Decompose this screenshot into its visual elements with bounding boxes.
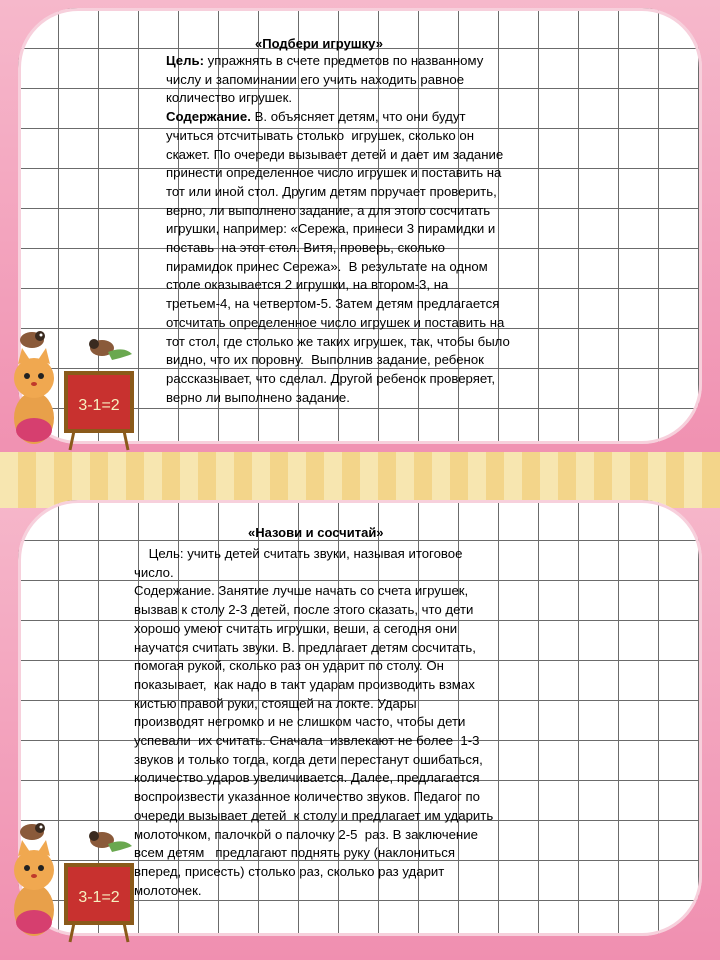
text-content: кистью правой руки, стоящей на локте. Удары xyxy=(134,695,417,711)
text-content: третьем-4, на четвертом-5. Затем детям предлагается xyxy=(166,296,500,312)
text-line xyxy=(166,370,554,389)
text-line xyxy=(134,639,524,658)
bird-icon xyxy=(20,823,45,840)
text-line xyxy=(166,146,554,165)
text-line xyxy=(134,807,524,826)
text-line xyxy=(166,314,554,333)
text-line xyxy=(134,863,524,882)
text-line xyxy=(134,788,524,807)
text-content: верно ли выполнено задание. xyxy=(166,389,350,405)
text-content: показывает, как надо в такт ударам производить взмах xyxy=(134,676,475,692)
text-line xyxy=(134,601,524,620)
text-content: молоточек. xyxy=(134,882,202,898)
text-content: числу и запоминании его учить находить равное xyxy=(166,71,465,87)
board-text: 3-1=2 xyxy=(78,397,120,414)
text-line xyxy=(134,826,524,845)
text-line xyxy=(166,220,554,239)
text-lead: Содержание. xyxy=(166,109,251,125)
text-line xyxy=(166,295,554,314)
text-line xyxy=(134,769,524,788)
text-line xyxy=(134,657,524,676)
text-content: упражнять в счете предметов по названному xyxy=(204,53,484,68)
text-content: учиться отсчитывать столько игрушек, сколько он xyxy=(166,127,475,143)
text-content: скажет. По очереди вызывает детей и дает им задание xyxy=(166,146,504,162)
board-text: 3-1=2 xyxy=(78,889,120,906)
text-content: рассказывает, что сделал. Другой ребенок проверяет, xyxy=(166,370,495,386)
text-content: молоточком, палочкой о палочку 2-5 раз. В заключение xyxy=(134,826,478,842)
text-content: вызвав к столу 2-3 детей, после этого сказать, что дети xyxy=(134,602,474,618)
text-line xyxy=(166,127,554,146)
text-line xyxy=(166,258,554,277)
text-content: столе оказывается 2 игрушки, на втором-3, на xyxy=(166,277,449,293)
text-line xyxy=(166,333,554,352)
text-line xyxy=(166,276,554,295)
text-content: научатся считать звуки. В. предлагает детям сосчитать, xyxy=(134,639,476,655)
slide-2 xyxy=(0,480,720,960)
text-content: игрушки, например: «Сережа, принеси 3 пирамидки и xyxy=(166,221,496,237)
text-content: поставь на этот стол. Витя, проверь, сколько xyxy=(166,240,445,256)
text-line xyxy=(134,545,524,564)
text-content: тот или иной стол. Другим детям поручает проверить, xyxy=(166,183,497,199)
text-content: помогая рукой, сколько раз он ударит по столу. Он xyxy=(134,658,444,674)
text-content: количество ударов увеличивается. Далее, предлагается xyxy=(134,770,480,786)
text-line xyxy=(134,564,524,583)
cat-illustration xyxy=(4,318,144,458)
text-content: хорошо умеют считать игрушки, веши, а сегодня они xyxy=(134,620,458,636)
text-content: тот стол, где столько же таких игрушек, так, чтобы было xyxy=(166,333,510,349)
text-content: В. объясняет детям, что они будут xyxy=(250,109,466,125)
text-content: очереди вызывает детей к столу и предлагает им ударить xyxy=(134,807,494,823)
text-line xyxy=(134,620,524,639)
text-line xyxy=(166,108,554,127)
text-content: число. xyxy=(134,564,174,580)
text-line xyxy=(166,183,554,202)
game-description xyxy=(134,545,524,900)
text-line xyxy=(166,239,554,258)
cat-illustration xyxy=(4,810,144,950)
text-line xyxy=(166,351,554,370)
game-title: «Назови и сосчитай» xyxy=(248,525,384,540)
text-content: всем детям предлагают поднять руку (наклониться xyxy=(134,845,455,861)
bird-icon xyxy=(20,331,45,348)
text-content: воспроизвести указанное количество звуков. Педагог по xyxy=(134,789,480,805)
text-line xyxy=(134,732,524,751)
text-content: производят негромко и не слишком часто, чтобы дети xyxy=(134,714,466,730)
text-content: количество игрушек. xyxy=(166,90,293,106)
text-line xyxy=(134,844,524,863)
text-content: верно, ли выполнено задание, а для этого сосчитать xyxy=(166,202,491,218)
text-line xyxy=(134,695,524,714)
text-lead: Цель: xyxy=(166,53,205,68)
text-content: принести определенное число игрушек и поставить на xyxy=(166,165,502,181)
text-content: успевали их считать. Сначала извлекают не более 1-3 xyxy=(134,733,480,749)
text-line xyxy=(166,52,554,71)
text-line xyxy=(166,164,554,183)
text-line xyxy=(134,882,524,901)
text-line xyxy=(166,202,554,221)
text-line xyxy=(166,389,554,408)
text-content: вперед, присесть) столько раз, сколько раз ударит xyxy=(134,863,445,879)
game-description xyxy=(166,52,554,407)
text-line xyxy=(166,71,554,90)
bird-icon xyxy=(89,831,132,852)
text-content: Цель: учить детей считать звуки, называя итоговое xyxy=(134,546,463,561)
text-content: отсчитать определенное число игрушек и поставить на xyxy=(166,314,505,330)
text-line xyxy=(134,713,524,732)
text-line xyxy=(134,751,524,770)
text-line xyxy=(134,582,524,601)
bird-icon xyxy=(89,339,132,360)
text-line xyxy=(134,676,524,695)
text-content: видно, что их поровну. Выполнив задание, ребенок xyxy=(166,352,484,368)
text-content: звуков и только тогда, когда дети перестанут ошибаться, xyxy=(134,751,483,767)
text-line xyxy=(166,89,554,108)
text-content: Содержание. Занятие лучше начать со счета игрушек, xyxy=(134,583,469,599)
game-title: «Подбери игрушку» xyxy=(255,36,383,51)
text-content: пирамидок принес Сережа». В результате на одном xyxy=(166,258,488,274)
